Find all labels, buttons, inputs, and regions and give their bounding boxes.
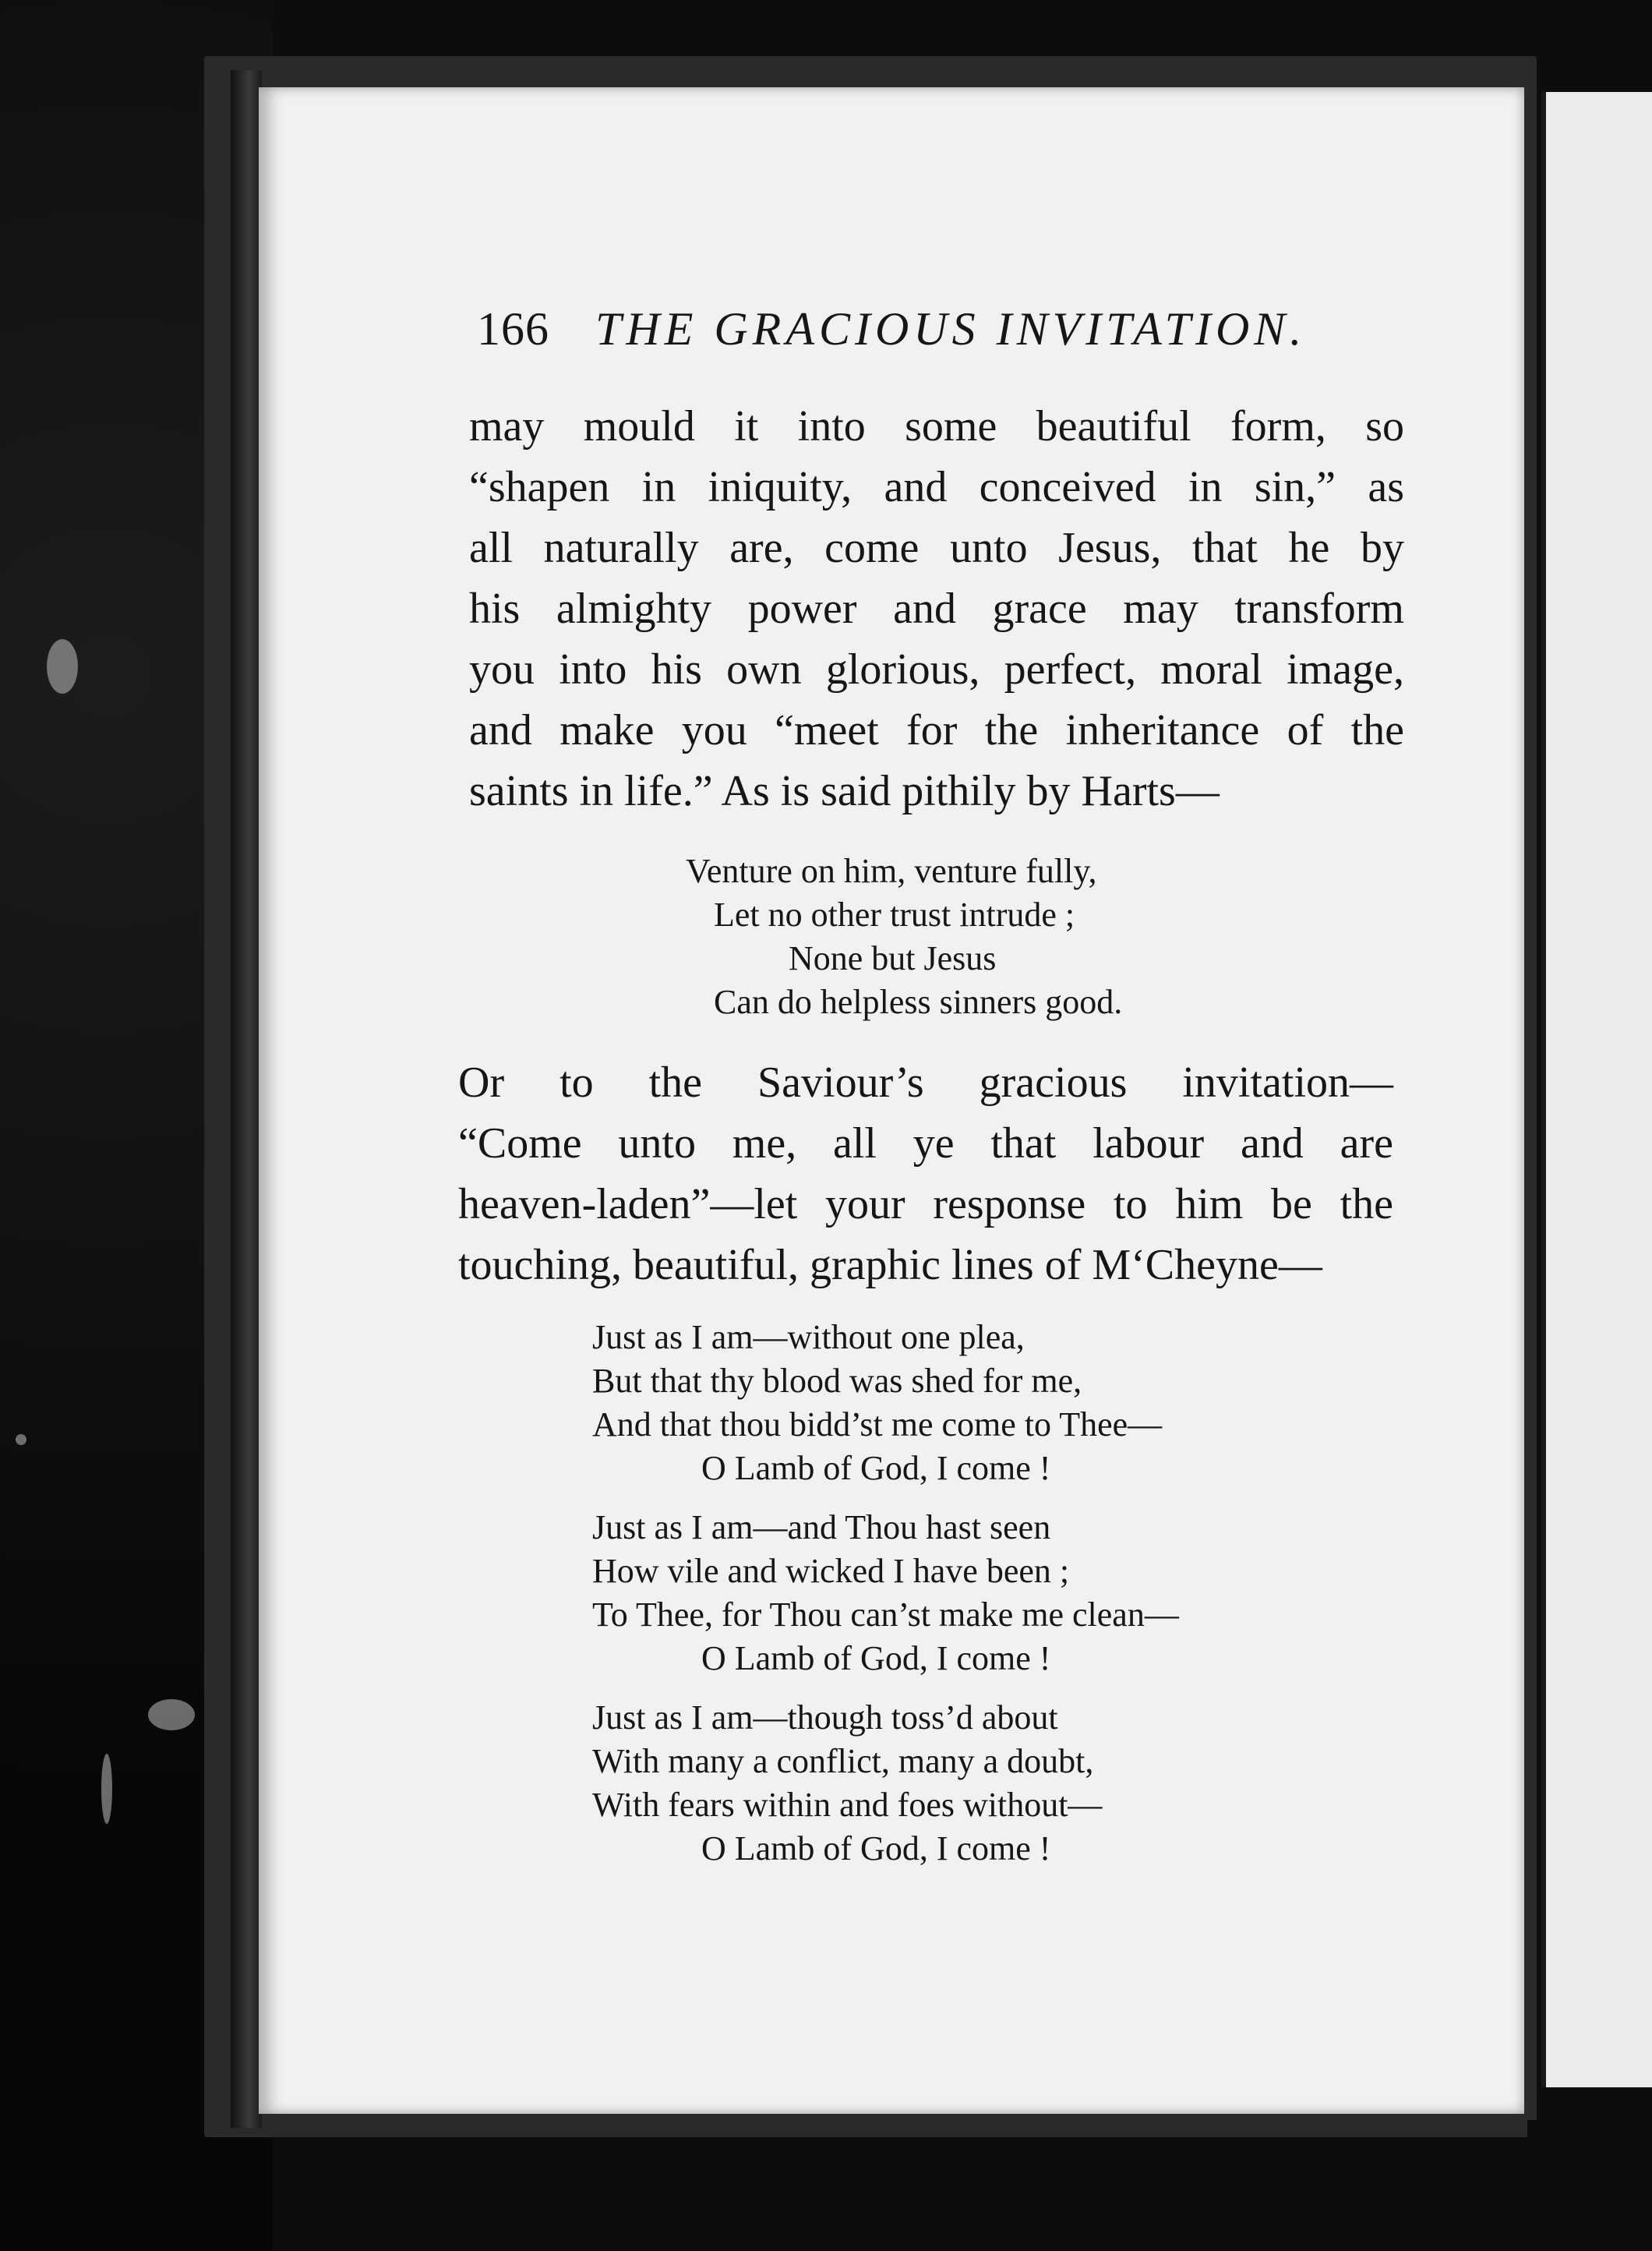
hymn-just-as-i-am — [592, 1316, 1179, 1886]
text-line: his almighty power and grace may transform — [469, 585, 1404, 633]
hymn-stanza — [592, 1316, 1179, 1490]
text-line: all naturally are, come unto Jesus, that he by — [469, 524, 1404, 572]
hymn-stanza — [592, 1696, 1179, 1871]
facing-page-edge — [1541, 92, 1652, 2087]
hymn-line: But that thy blood was shed for me, — [592, 1362, 1082, 1400]
page-number: 166 — [477, 303, 549, 355]
paragraph-2 — [458, 1052, 1393, 1295]
running-title: THE GRACIOUS INVITATION. — [595, 303, 1307, 355]
scan-corner — [1527, 2120, 1652, 2251]
text-line: “Come unto me, all ye that labour and are — [458, 1119, 1393, 1168]
scan-speck — [101, 1754, 112, 1824]
text-line: heaven-laden”—let your response to him be the — [458, 1180, 1393, 1228]
hymn-stanza — [592, 1506, 1179, 1680]
verse-line: Let no other trust intrude ; — [714, 896, 1075, 934]
scan-speck — [148, 1699, 195, 1730]
verse-line: Venture on him, venture fully, — [686, 852, 1097, 890]
page-gutter — [231, 70, 262, 2128]
scan-speck — [47, 639, 78, 694]
verse-line: Can do helpless sinners good. — [714, 983, 1123, 1021]
text-line: saints in life.” As is said pithily by Harts— — [469, 767, 1220, 815]
hymn-line: To Thee, for Thou can’st make me clean— — [592, 1595, 1179, 1634]
hymn-line: Just as I am—and Thou hast seen — [592, 1508, 1051, 1546]
hymn-refrain-line: O Lamb of God, I come ! — [701, 1829, 1051, 1868]
text-line: touching, beautiful, graphic lines of M‘Cheyne— — [458, 1241, 1322, 1289]
hymn-refrain-line: O Lamb of God, I come ! — [701, 1449, 1051, 1487]
text-line: Or to the Saviour’s gracious invitation— — [458, 1058, 1393, 1107]
hymn-line: Just as I am—without one plea, — [592, 1318, 1025, 1356]
text-line: you into his own glorious, perfect, moral image, — [469, 645, 1404, 694]
page-header — [477, 302, 1342, 373]
verse-harts — [686, 850, 1122, 1024]
hymn-refrain-line: O Lamb of God, I come ! — [701, 1639, 1051, 1677]
paragraph-1 — [469, 396, 1404, 822]
text-line: “shapen in iniquity, and conceived in sin,” as — [469, 463, 1404, 511]
hymn-line: And that thou bidd’st me come to Thee— — [592, 1405, 1163, 1444]
hymn-line: Just as I am—though toss’d about — [592, 1698, 1058, 1737]
text-line: may mould it into some beautiful form, so — [469, 402, 1404, 451]
hymn-line: With fears within and foes without— — [592, 1786, 1103, 1824]
hymn-line: With many a conflict, many a doubt, — [592, 1742, 1094, 1780]
scan-speck — [16, 1434, 26, 1445]
verse-line: None but Jesus — [789, 939, 997, 977]
hymn-line: How vile and wicked I have been ; — [592, 1552, 1070, 1590]
text-line: and make you “meet for the inheritance of the — [469, 706, 1404, 754]
